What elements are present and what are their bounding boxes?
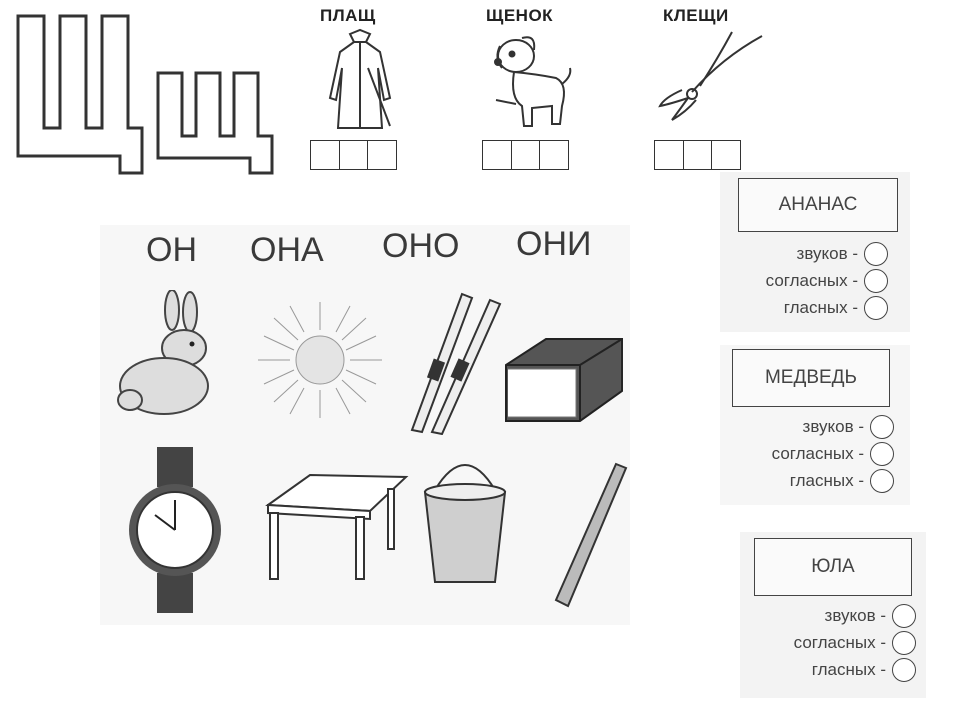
bucket-picture [415,450,515,590]
analysis-word: МЕДВЕДЬ [732,349,890,407]
letter-cell[interactable] [683,140,713,170]
cells-plash [310,140,396,170]
hare-picture [110,290,230,420]
answer-circle[interactable] [864,269,888,293]
pronoun-ona: ОНА [250,231,324,269]
analysis-word: ЮЛА [754,538,912,596]
cells-shchenok [482,140,568,170]
answer-circle[interactable] [892,658,916,682]
skis-picture [400,290,505,435]
cells-kleshchi [654,140,740,170]
question-consonants: согласных - [771,444,864,463]
watch-picture [125,445,225,615]
question-vowels: гласных - [783,298,858,317]
answer-circle[interactable] [864,296,888,320]
pronoun-on: ОН [146,231,197,269]
answer-circle[interactable] [870,415,894,439]
letter-cell[interactable] [367,140,397,170]
pronoun-ono: ОНО [382,227,460,265]
analysis-word: АНАНАС [738,178,898,232]
letter-cell[interactable] [339,140,369,170]
table-picture [260,465,410,585]
analysis-ananas [720,172,910,332]
question-sounds: звуков - [802,417,864,436]
letter-cell[interactable] [654,140,684,170]
book-picture [500,335,630,425]
word-shchenok: ЩЕНОК [486,6,554,25]
question-consonants: согласных - [793,633,886,652]
analysis-medved [720,345,910,505]
stick-picture [540,460,630,610]
letter-cell[interactable] [482,140,512,170]
analysis-yula [740,532,926,698]
letter-cell[interactable] [711,140,741,170]
pliers-picture [652,28,767,128]
word-kleshchi: КЛЕЩИ [663,6,729,25]
answer-circle[interactable] [870,442,894,466]
answer-circle[interactable] [870,469,894,493]
word-plash: ПЛАЩ [320,6,376,25]
question-sounds: звуков - [796,244,858,263]
question-consonants: согласных - [765,271,858,290]
pronoun-panel [100,225,630,625]
question-sounds: звуков - [824,606,886,625]
letter-cell[interactable] [539,140,569,170]
raincoat-picture [320,28,400,133]
puppy-picture [486,28,576,133]
question-vowels: гласных - [789,471,864,490]
answer-circle[interactable] [864,242,888,266]
answer-circle[interactable] [892,604,916,628]
pronoun-oni: ОНИ [516,225,592,263]
question-vowels: гласных - [811,660,886,679]
letter-cell[interactable] [310,140,340,170]
answer-circle[interactable] [892,631,916,655]
letter-tracing-sh [8,8,283,178]
letter-cell[interactable] [511,140,541,170]
sun-picture [250,300,390,420]
